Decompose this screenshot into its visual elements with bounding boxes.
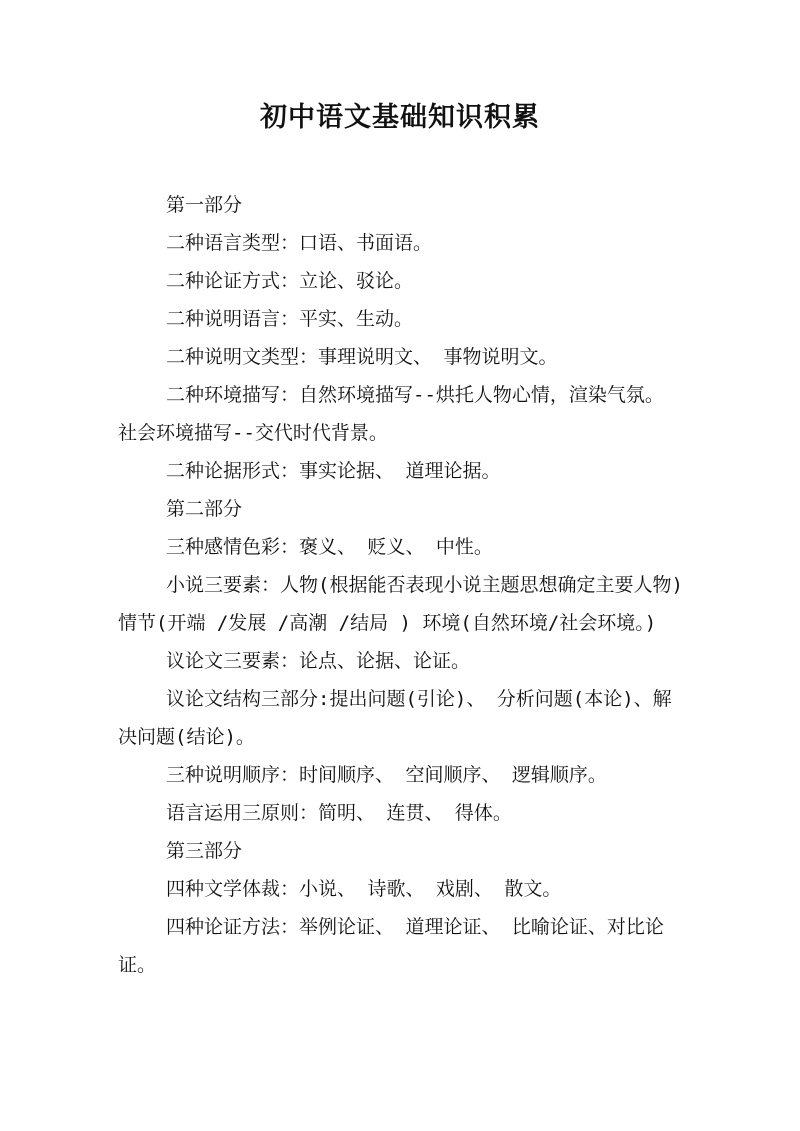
section-heading: 第二部分: [166, 498, 243, 520]
paragraph: 语言运用三原则：简明、 连贯、 得体。: [166, 802, 512, 824]
paragraph: 三种说明顺序：时间顺序、 空间顺序、 逻辑顺序。: [166, 764, 607, 786]
paragraph: 二种环境描写：自然环境描写--烘托人物心情，渲染气氛。 社会环境描写--交代时代背景。: [118, 384, 664, 444]
paragraph: 二种语言类型：口语、书面语。: [166, 232, 433, 254]
paragraph: 四种论证方法：举例论证、 道理论证、 比喻论证、对比论证。: [118, 916, 664, 976]
paragraph: 四种文学体裁：小说、 诗歌、 戏剧、 散文。: [166, 878, 562, 900]
document-body: [118, 186, 686, 984]
section-heading: 第一部分: [166, 194, 243, 216]
paragraph: 议论文结构三部分:提出问题(引论)、 分析问题(本论)、解决问题(结论)。: [118, 688, 672, 748]
section-heading: 第三部分: [166, 840, 243, 862]
paragraph: 二种论据形式：事实论据、 道理论据。: [166, 460, 501, 482]
paragraph: 二种说明语言：平实、生动。: [166, 308, 414, 330]
paragraph: 三种感情色彩：褒义、 贬义、 中性。: [166, 536, 493, 558]
paragraph: 二种说明文类型：事理说明文、 事物说明文。: [166, 346, 558, 368]
paragraph: 小说三要素：人物(根据能否表现小说主题思想确定主要人物)情节(开端 /发展 /高潮 /结局 ) 环境(自然环境/社会环境。): [118, 574, 683, 634]
paragraph: 二种论证方式：立论、驳论。: [166, 270, 414, 292]
paragraph: 议论文三要素：论点、论据、论证。: [166, 650, 471, 672]
document-title: 初中语文基础知识积累: [260, 102, 540, 133]
